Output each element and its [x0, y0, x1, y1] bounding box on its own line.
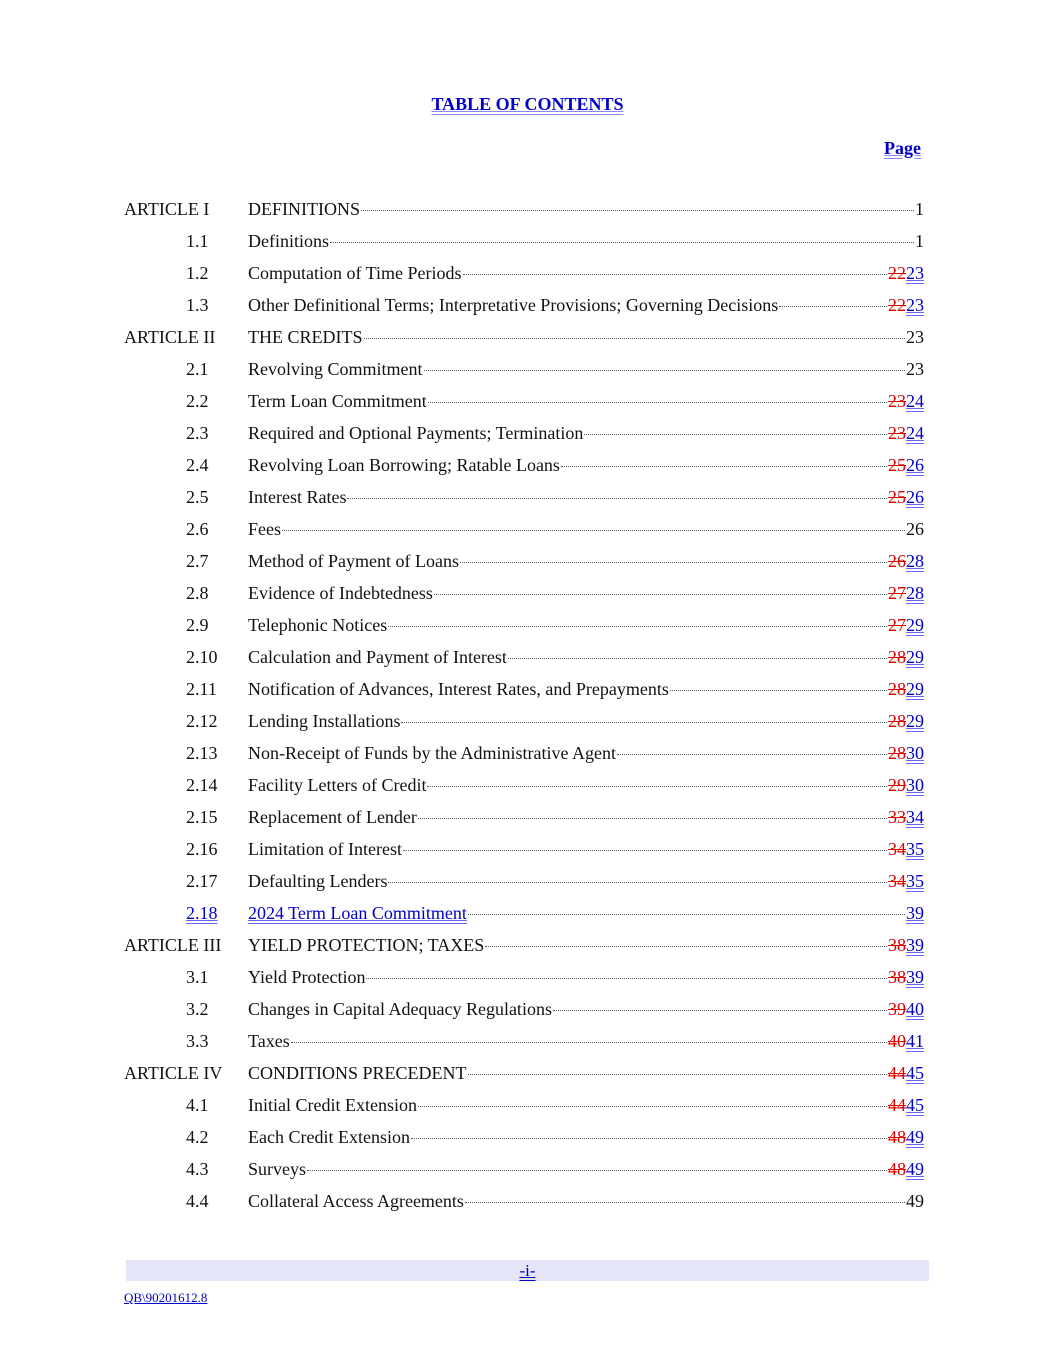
entry-page — [888, 805, 924, 829]
toc-entry[interactable] — [124, 357, 924, 389]
dot-leader — [418, 818, 887, 819]
dot-leader — [427, 786, 887, 787]
toc-entry[interactable] — [124, 837, 924, 869]
toc-entry[interactable] — [124, 453, 924, 485]
toc-entry[interactable] — [124, 1125, 924, 1157]
entry-number: 4.4 — [186, 1191, 209, 1211]
entry-page — [888, 645, 924, 669]
inserted-page-value: 28 — [906, 583, 924, 603]
entry-page — [888, 965, 924, 989]
dot-leader — [418, 1106, 887, 1107]
inserted-page-value: 26 — [906, 487, 924, 507]
entry-title: 2024 Term Loan Commitment — [248, 903, 467, 923]
inserted-page-value: 35 — [906, 871, 924, 891]
entry-number: 2.17 — [186, 871, 218, 891]
inserted-page-value: 26 — [906, 455, 924, 475]
entry-number: 2.9 — [186, 615, 209, 635]
dot-leader — [347, 498, 887, 499]
dot-leader — [366, 978, 887, 979]
entry-page — [915, 229, 924, 253]
entry-number: 2.1 — [186, 359, 209, 379]
toc-entry[interactable] — [124, 229, 924, 261]
deleted-page-value: 34 — [888, 871, 906, 891]
entry-title: Revolving Loan Borrowing; Ratable Loans — [248, 455, 560, 475]
entry-number: 2.4 — [186, 455, 209, 475]
entry-title: Method of Payment of Loans — [248, 551, 459, 571]
inserted-page-value: 29 — [906, 647, 924, 667]
entry-page — [915, 197, 924, 221]
entry-number: 1.1 — [186, 231, 209, 251]
dot-leader — [428, 402, 887, 403]
inserted-page-value: 39 — [906, 935, 924, 955]
inserted-page-value: 30 — [906, 743, 924, 763]
entry-title: Required and Optional Payments; Termination — [248, 423, 584, 443]
inserted-page-value: 40 — [906, 999, 924, 1019]
entry-number: ARTICLE I — [124, 199, 210, 219]
entry-number: ARTICLE IV — [124, 1063, 223, 1083]
footer-page-number — [126, 1260, 929, 1281]
entry-number: 1.3 — [186, 295, 209, 315]
entry-title: Changes in Capital Adequacy Regulations — [248, 999, 552, 1019]
entry-page — [888, 421, 924, 445]
deleted-page-value: 22 — [888, 263, 906, 283]
entry-title: Calculation and Payment of Interest — [248, 647, 507, 667]
deleted-page-value: 28 — [888, 647, 906, 667]
dot-leader — [307, 1170, 887, 1171]
entry-page — [888, 677, 924, 701]
entry-title: Replacement of Lender — [248, 807, 417, 827]
dot-leader — [361, 210, 914, 211]
inserted-page-value: 23 — [906, 263, 924, 283]
dot-leader — [282, 530, 905, 531]
entry-page — [888, 1029, 924, 1053]
inserted-page-value: 39 — [906, 967, 924, 987]
dot-leader — [463, 274, 887, 275]
entry-number: 2.13 — [186, 743, 218, 763]
entry-page — [888, 613, 924, 637]
entry-page — [888, 293, 924, 317]
page-value: 23 — [906, 359, 924, 379]
toc-entry[interactable] — [124, 517, 924, 549]
entry-title: DEFINITIONS — [248, 199, 360, 219]
entry-number: 2.8 — [186, 583, 209, 603]
entry-number: ARTICLE II — [124, 327, 216, 347]
deleted-page-value: 38 — [888, 935, 906, 955]
entry-title: Lending Installations — [248, 711, 401, 731]
entry-page — [888, 485, 924, 509]
toc-entry[interactable] — [124, 293, 924, 325]
entry-number: 2.5 — [186, 487, 209, 507]
entry-number: 2.11 — [186, 679, 217, 699]
toc-entry[interactable] — [124, 613, 924, 645]
page-value: 1 — [915, 231, 924, 251]
entry-title: Other Definitional Terms; Interpretative Provisions; Governing Decisions — [248, 295, 779, 315]
entry-number: 2.18 — [186, 903, 218, 923]
page-value: 49 — [906, 1191, 924, 1211]
toc-entry[interactable] — [124, 805, 924, 837]
toc-entry[interactable] — [124, 197, 924, 229]
dot-leader — [434, 594, 887, 595]
toc-entry[interactable] — [124, 485, 924, 517]
entry-number: 2.15 — [186, 807, 218, 827]
entry-title: Term Loan Commitment — [248, 391, 427, 411]
inserted-page-value: 49 — [906, 1159, 924, 1179]
entry-number: 2.14 — [186, 775, 218, 795]
entry-page — [888, 549, 924, 573]
toc-entry[interactable] — [124, 389, 924, 421]
inserted-page-value: 23 — [906, 295, 924, 315]
dot-leader — [584, 434, 887, 435]
entry-title: Defaulting Lenders — [248, 871, 388, 891]
toc-entry[interactable] — [124, 709, 924, 741]
deleted-page-value: 27 — [888, 615, 906, 635]
dot-leader — [465, 1202, 905, 1203]
dot-leader — [779, 306, 887, 307]
toc-entry[interactable] — [124, 1189, 924, 1221]
deleted-page-value: 40 — [888, 1031, 906, 1051]
deleted-page-value: 38 — [888, 967, 906, 987]
toc-entry[interactable] — [124, 997, 924, 1029]
entry-page — [888, 997, 924, 1021]
dot-leader — [411, 1138, 887, 1139]
toc-entry[interactable] — [124, 869, 924, 901]
deleted-page-value: 33 — [888, 807, 906, 827]
entry-page — [888, 869, 924, 893]
deleted-page-value: 44 — [888, 1063, 906, 1083]
entry-page — [888, 1061, 924, 1085]
dot-leader — [553, 1010, 887, 1011]
entry-page — [888, 837, 924, 861]
toc-entry[interactable] — [124, 933, 924, 965]
toc-entry[interactable] — [124, 1061, 924, 1093]
entry-title: THE CREDITS — [248, 327, 363, 347]
entry-page — [906, 325, 924, 349]
deleted-page-value: 28 — [888, 679, 906, 699]
entry-title: Initial Credit Extension — [248, 1095, 417, 1115]
dot-leader — [508, 658, 887, 659]
toc-entry[interactable] — [124, 741, 924, 773]
entry-number: 2.7 — [186, 551, 209, 571]
deleted-page-value: 22 — [888, 295, 906, 315]
entry-number: 3.3 — [186, 1031, 209, 1051]
entry-page — [888, 453, 924, 477]
inserted-page-value: 24 — [906, 391, 924, 411]
inserted-page-value: 39 — [906, 903, 924, 923]
entry-title: Taxes — [248, 1031, 290, 1051]
inserted-page-value: 30 — [906, 775, 924, 795]
entry-title: Surveys — [248, 1159, 306, 1179]
dot-leader — [670, 690, 887, 691]
entry-page — [906, 1189, 924, 1213]
deleted-page-value: 23 — [888, 391, 906, 411]
entry-title: Revolving Commitment — [248, 359, 423, 379]
toc-entry[interactable] — [124, 1029, 924, 1061]
inserted-page-value: 34 — [906, 807, 924, 827]
dot-leader — [561, 466, 887, 467]
entry-number: 3.2 — [186, 999, 209, 1019]
entry-page — [906, 517, 924, 541]
entry-page — [888, 1125, 924, 1149]
inserted-page-value: 41 — [906, 1031, 924, 1051]
dot-leader — [330, 242, 914, 243]
inserted-page-value: 35 — [906, 839, 924, 859]
entry-page — [888, 1157, 924, 1181]
entry-title: Yield Protection — [248, 967, 366, 987]
entry-number: ARTICLE III — [124, 935, 222, 955]
inserted-page-value: 24 — [906, 423, 924, 443]
page-number: -i- — [519, 1261, 536, 1280]
page-column-header: Page — [884, 138, 921, 158]
toc-entry[interactable] — [124, 773, 924, 805]
entry-title: YIELD PROTECTION; TAXES — [248, 935, 485, 955]
deleted-page-value: 44 — [888, 1095, 906, 1115]
dot-leader — [291, 1042, 887, 1043]
toc-entry[interactable] — [124, 1157, 924, 1189]
deleted-page-value: 29 — [888, 775, 906, 795]
entry-page — [888, 581, 924, 605]
toc-entry[interactable] — [124, 261, 924, 293]
entry-page — [888, 389, 924, 413]
entry-title: Definitions — [248, 231, 329, 251]
entry-title: CONDITIONS PRECEDENT — [248, 1063, 467, 1083]
entry-number: 2.2 — [186, 391, 209, 411]
entry-title: Telephonic Notices — [248, 615, 388, 635]
entry-number: 2.16 — [186, 839, 218, 859]
entry-page — [906, 901, 924, 925]
toc-entry[interactable] — [124, 421, 924, 453]
inserted-page-value: 45 — [906, 1063, 924, 1083]
inserted-page-value: 45 — [906, 1095, 924, 1115]
toc-title: TABLE OF CONTENTS — [431, 94, 624, 114]
entry-title: Collateral Access Agreements — [248, 1191, 464, 1211]
entry-page — [888, 741, 924, 765]
entry-title: Limitation of Interest — [248, 839, 402, 859]
page-value: 26 — [906, 519, 924, 539]
page-value: 1 — [915, 199, 924, 219]
deleted-page-value: 26 — [888, 551, 906, 571]
toc-entry[interactable] — [124, 965, 924, 997]
entry-page — [906, 357, 924, 381]
entry-number: 2.6 — [186, 519, 209, 539]
document-id: QB\90201612.8 — [124, 1290, 208, 1305]
entry-number: 4.2 — [186, 1127, 209, 1147]
entry-number: 2.3 — [186, 423, 209, 443]
dot-leader — [468, 1074, 888, 1075]
entry-title: Notification of Advances, Interest Rates, and Prepayments — [248, 679, 669, 699]
deleted-page-value: 25 — [888, 455, 906, 475]
dot-leader — [460, 562, 887, 563]
dot-leader — [485, 946, 887, 947]
entry-page — [888, 709, 924, 733]
toc-entry[interactable] — [124, 325, 924, 357]
inserted-page-value: 29 — [906, 711, 924, 731]
inserted-page-value: 28 — [906, 551, 924, 571]
deleted-page-value: 34 — [888, 839, 906, 859]
dot-leader — [468, 914, 905, 915]
entry-page — [888, 261, 924, 285]
entry-number: 2.12 — [186, 711, 218, 731]
toc-entry[interactable] — [124, 901, 924, 933]
entry-title: Interest Rates — [248, 487, 347, 507]
entry-title: Evidence of Indebtedness — [248, 583, 433, 603]
entry-page — [888, 1093, 924, 1117]
entry-page — [888, 933, 924, 957]
deleted-page-value: 28 — [888, 711, 906, 731]
toc-entry[interactable] — [124, 1093, 924, 1125]
deleted-page-value: 48 — [888, 1159, 906, 1179]
deleted-page-value: 39 — [888, 999, 906, 1019]
inserted-page-value: 29 — [906, 615, 924, 635]
entry-number: 2.10 — [186, 647, 218, 667]
dot-leader — [424, 370, 906, 371]
entry-title: Fees — [248, 519, 281, 539]
toc-entry[interactable] — [124, 581, 924, 613]
entry-page — [888, 773, 924, 797]
dot-leader — [617, 754, 887, 755]
entry-title: Non-Receipt of Funds by the Administrative Agent — [248, 743, 616, 763]
entry-title: Facility Letters of Credit — [248, 775, 427, 795]
dot-leader — [401, 722, 887, 723]
toc-entry[interactable] — [124, 549, 924, 581]
deleted-page-value: 27 — [888, 583, 906, 603]
entry-number: 1.2 — [186, 263, 209, 283]
toc-entry[interactable] — [124, 645, 924, 677]
deleted-page-value: 48 — [888, 1127, 906, 1147]
deleted-page-value: 28 — [888, 743, 906, 763]
toc-list — [124, 197, 924, 1221]
dot-leader — [364, 338, 906, 339]
inserted-page-value: 29 — [906, 679, 924, 699]
dot-leader — [403, 850, 887, 851]
entry-number: 3.1 — [186, 967, 209, 987]
deleted-page-value: 25 — [888, 487, 906, 507]
deleted-page-value: 23 — [888, 423, 906, 443]
dot-leader — [388, 882, 887, 883]
entry-title: Computation of Time Periods — [248, 263, 462, 283]
entry-title: Each Credit Extension — [248, 1127, 410, 1147]
toc-entry[interactable] — [124, 677, 924, 709]
entry-number: 4.1 — [186, 1095, 209, 1115]
inserted-page-value: 49 — [906, 1127, 924, 1147]
page-value: 23 — [906, 327, 924, 347]
entry-number: 4.3 — [186, 1159, 209, 1179]
dot-leader — [388, 626, 887, 627]
